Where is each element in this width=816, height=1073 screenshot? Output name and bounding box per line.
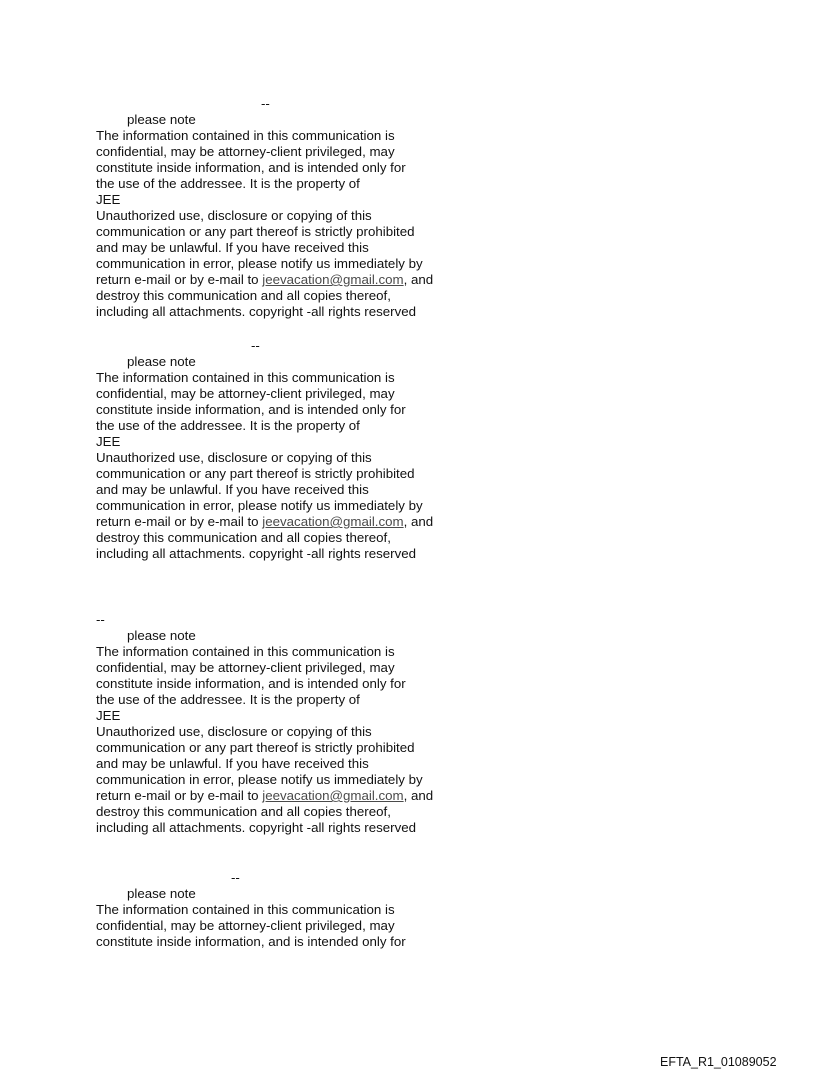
email-prefix: return e-mail or by e-mail to — [96, 272, 263, 287]
text-line: destroy this communication and all copies thereof, — [96, 804, 391, 819]
email-prefix: return e-mail or by e-mail to — [96, 788, 263, 803]
email-suffix: , and — [403, 788, 434, 803]
text-line: and may be unlawful. If you have received this — [96, 482, 369, 497]
text-line: communication in error, please notify us immediately by — [96, 256, 423, 271]
text-line: Unauthorized use, disclosure or copying of this — [96, 450, 372, 465]
email-prefix: return e-mail or by e-mail to — [96, 514, 263, 529]
text-line: destroy this communication and all copies thereof, — [96, 288, 391, 303]
text-line: communication or any part thereof is strictly prohibited — [96, 224, 415, 239]
text-line: communication in error, please notify us immediately by — [96, 772, 423, 787]
separator: -- — [251, 338, 260, 353]
document-id: EFTA_R1_01089052 — [660, 1055, 777, 1069]
email-line — [96, 514, 433, 530]
email-link[interactable]: jeevacation@gmail.com — [262, 272, 404, 287]
email-link[interactable]: jeevacation@gmail.com — [262, 514, 404, 529]
separator: -- — [96, 612, 105, 627]
text-line: including all attachments. copyright -all rights reserved — [96, 304, 417, 319]
text-line: and may be unlawful. If you have received this — [96, 240, 369, 255]
email-suffix: , and — [403, 514, 434, 529]
text-line: constitute inside information, and is intended only for — [96, 402, 406, 417]
note-heading: please note — [127, 354, 196, 369]
email-line — [96, 272, 433, 288]
text-line: communication in error, please notify us immediately by — [96, 498, 423, 513]
separator: -- — [231, 870, 240, 885]
separator: -- — [261, 96, 270, 111]
text-line: JEE — [96, 434, 121, 449]
text-line: JEE — [96, 192, 121, 207]
text-line: confidential, may be attorney-client privileged, may — [96, 660, 395, 675]
text-line: confidential, may be attorney-client privileged, may — [96, 918, 395, 933]
text-line: The information contained in this communication is — [96, 128, 395, 143]
email-suffix: , and — [403, 272, 434, 287]
text-line: the use of the addressee. It is the property of — [96, 176, 360, 191]
text-line: confidential, may be attorney-client privileged, may — [96, 386, 395, 401]
text-line: including all attachments. copyright -all rights reserved — [96, 546, 417, 561]
note-heading: please note — [127, 886, 196, 901]
note-heading: please note — [127, 112, 196, 127]
text-line: constitute inside information, and is intended only for — [96, 160, 406, 175]
text-line: the use of the addressee. It is the property of — [96, 692, 360, 707]
email-line — [96, 788, 433, 804]
text-line: and may be unlawful. If you have received this — [96, 756, 369, 771]
email-link[interactable]: jeevacation@gmail.com — [262, 788, 404, 803]
text-line: Unauthorized use, disclosure or copying of this — [96, 724, 372, 739]
text-line: The information contained in this communication is — [96, 370, 395, 385]
text-line: destroy this communication and all copies thereof, — [96, 530, 391, 545]
text-line: The information contained in this communication is — [96, 644, 395, 659]
note-heading: please note — [127, 628, 196, 643]
text-line: The information contained in this communication is — [96, 902, 395, 917]
text-line: constitute inside information, and is intended only for — [96, 934, 406, 949]
text-line: including all attachments. copyright -all rights reserved — [96, 820, 417, 835]
text-line: communication or any part thereof is strictly prohibited — [96, 740, 415, 755]
text-line: constitute inside information, and is intended only for — [96, 676, 406, 691]
text-line: confidential, may be attorney-client privileged, may — [96, 144, 395, 159]
text-line: JEE — [96, 708, 121, 723]
text-line: the use of the addressee. It is the property of — [96, 418, 360, 433]
text-line: Unauthorized use, disclosure or copying of this — [96, 208, 372, 223]
text-line: communication or any part thereof is strictly prohibited — [96, 466, 415, 481]
